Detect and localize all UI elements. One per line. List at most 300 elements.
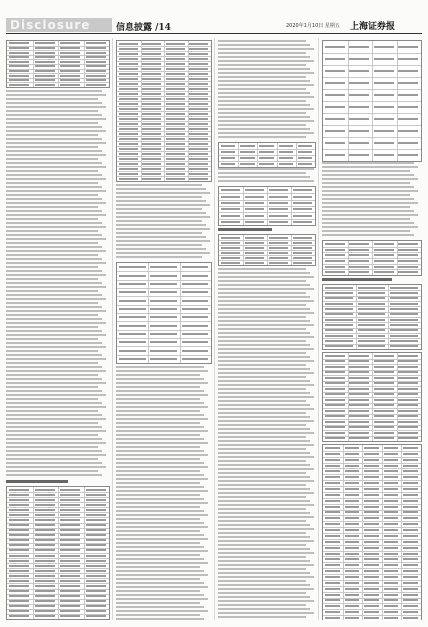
column-divider	[318, 38, 319, 620]
table-cell	[349, 355, 369, 357]
text-line	[6, 246, 102, 248]
table-cell	[86, 615, 106, 617]
text-line	[322, 178, 418, 180]
text-line	[6, 262, 106, 264]
table-cell	[398, 366, 418, 368]
table-cell	[60, 585, 80, 587]
text-line	[218, 48, 314, 50]
table-cell	[398, 437, 418, 439]
table-cell	[189, 168, 208, 170]
table-cell	[189, 148, 208, 150]
text-line	[116, 498, 204, 500]
text-line	[116, 602, 200, 604]
table-cell	[35, 42, 55, 44]
text-line	[6, 294, 102, 296]
text-line	[218, 384, 314, 386]
text-line	[6, 458, 98, 460]
table-cell	[119, 143, 138, 145]
table-cell	[60, 514, 80, 516]
text-line	[6, 254, 98, 256]
data-table	[322, 352, 422, 442]
table-cell	[398, 388, 418, 390]
text-line	[6, 274, 106, 276]
text-line	[218, 428, 310, 430]
text-line	[116, 366, 204, 368]
table-cell	[345, 611, 360, 613]
text-line	[6, 94, 106, 96]
table-cell	[374, 58, 394, 60]
text-line	[218, 104, 310, 106]
table-cell	[384, 523, 399, 525]
text-line	[218, 176, 310, 178]
text-line	[322, 166, 418, 168]
table-cell	[142, 63, 161, 65]
table-cell	[60, 555, 80, 557]
text-line	[116, 406, 208, 408]
table-row	[323, 521, 421, 522]
table-cell	[325, 355, 345, 357]
table-cell	[374, 393, 394, 395]
text-line	[6, 326, 98, 328]
text-line	[116, 554, 200, 556]
text-line	[116, 414, 204, 416]
table-cell	[60, 570, 80, 572]
table-cell	[390, 303, 418, 305]
table-cell	[60, 499, 80, 501]
table-cell	[60, 61, 80, 63]
table-cell	[403, 605, 418, 607]
table-cell	[86, 524, 106, 526]
text-line	[218, 316, 306, 318]
table-cell	[374, 399, 394, 401]
table-cell	[364, 529, 379, 531]
section-heading	[218, 228, 272, 231]
table-cell	[221, 247, 240, 249]
table-cell	[60, 47, 80, 49]
table-cell	[119, 153, 138, 155]
text-line	[218, 180, 314, 182]
table-cell	[119, 325, 146, 327]
table-column-rule	[277, 143, 278, 167]
text-line	[218, 444, 314, 446]
table-cell	[150, 358, 177, 360]
table-cell	[60, 70, 80, 72]
table-cell	[325, 319, 353, 321]
table-cell	[142, 138, 161, 140]
text-line	[218, 488, 310, 490]
table-cell	[398, 382, 418, 384]
table-cell	[364, 605, 379, 607]
table-cell	[269, 189, 288, 191]
table-cell	[142, 128, 161, 130]
table-cell	[9, 534, 29, 536]
table-cell	[374, 82, 394, 84]
table-cell	[60, 605, 80, 607]
page-header	[0, 0, 428, 36]
text-line	[6, 234, 102, 236]
text-line	[116, 370, 208, 372]
table-cell	[403, 500, 418, 502]
table-cell	[35, 519, 55, 521]
column-divider	[214, 38, 215, 620]
text-line	[218, 400, 306, 402]
table-cell	[364, 564, 379, 566]
text-line	[322, 202, 418, 204]
table-cell	[384, 506, 399, 508]
text-line	[218, 52, 306, 54]
text-line	[116, 562, 208, 564]
table-cell	[279, 163, 293, 165]
table-cell	[166, 103, 185, 105]
table-cell	[35, 509, 55, 511]
table-cell	[390, 292, 418, 294]
table-cell	[345, 529, 360, 531]
table-cell	[384, 470, 399, 472]
table-column-rule	[348, 41, 349, 161]
table-cell	[86, 499, 106, 501]
text-line	[116, 486, 204, 488]
table-cell	[86, 580, 106, 582]
table-cell	[166, 138, 185, 140]
text-line	[218, 408, 314, 410]
table-cell	[293, 189, 312, 191]
table-cell	[86, 610, 106, 612]
table-column-rule	[388, 285, 389, 349]
table-cell	[60, 539, 80, 541]
table-cell	[374, 382, 394, 384]
table-cell	[345, 553, 360, 555]
table-cell	[189, 153, 208, 155]
table-row	[219, 149, 315, 150]
table-cell	[403, 482, 418, 484]
table-cell	[35, 555, 55, 557]
table-cell	[9, 47, 29, 49]
table-cell	[398, 130, 418, 132]
table-cell	[119, 58, 138, 60]
text-line	[6, 142, 106, 144]
table-cell	[142, 108, 161, 110]
table-cell	[189, 113, 208, 115]
table-cell	[35, 595, 55, 597]
table-cell	[150, 300, 177, 302]
text-line	[6, 110, 98, 112]
text-line	[6, 166, 106, 168]
text-line	[218, 272, 310, 274]
table-cell	[345, 511, 360, 513]
text-line	[116, 582, 204, 584]
table-cell	[142, 133, 161, 135]
table-cell	[150, 333, 177, 335]
table-cell	[374, 260, 394, 262]
table-cell	[142, 143, 161, 145]
text-line	[6, 334, 106, 336]
table-cell	[403, 588, 418, 590]
text-line	[6, 378, 102, 380]
table-cell	[325, 377, 345, 379]
table-cell	[325, 432, 345, 434]
table-cell	[119, 93, 138, 95]
table-cell	[221, 208, 240, 210]
text-line	[218, 340, 306, 342]
table-cell	[9, 524, 29, 526]
table-cell	[349, 82, 369, 84]
table-cell	[349, 388, 369, 390]
table-cell	[325, 576, 340, 578]
table-row	[117, 313, 211, 314]
table-cell	[60, 65, 80, 67]
table-cell	[119, 308, 146, 310]
text-line	[116, 402, 204, 404]
text-line	[6, 462, 102, 464]
table-column-rule	[291, 235, 292, 265]
table-cell	[166, 128, 185, 130]
table-cell	[9, 75, 29, 77]
table-cell	[345, 535, 360, 537]
table-cell	[384, 553, 399, 555]
text-line	[6, 442, 106, 444]
table-cell	[325, 588, 340, 590]
table-cell	[403, 570, 418, 572]
table-cell	[60, 560, 80, 562]
table-cell	[374, 371, 394, 373]
table-cell	[259, 151, 273, 153]
table-column-rule	[348, 241, 349, 275]
text-line	[218, 376, 306, 378]
table-cell	[325, 292, 353, 294]
table-cell	[403, 476, 418, 478]
text-line	[6, 278, 98, 280]
table-cell	[119, 83, 138, 85]
table-cell	[119, 173, 138, 175]
text-line	[218, 456, 314, 458]
table-cell	[9, 580, 29, 582]
text-line	[6, 422, 98, 424]
table-cell	[390, 345, 418, 347]
table-row	[323, 510, 421, 511]
text-line	[218, 136, 306, 138]
table-cell	[60, 524, 80, 526]
text-line	[218, 280, 306, 282]
table-cell	[35, 560, 55, 562]
table-cell	[374, 432, 394, 434]
table-cell	[189, 103, 208, 105]
table-column-rule	[58, 487, 59, 619]
text-line	[322, 210, 414, 212]
table-cell	[325, 366, 345, 368]
text-column-1	[6, 38, 110, 620]
table-row	[117, 305, 211, 306]
text-line	[6, 310, 106, 312]
table-cell	[349, 266, 369, 268]
table-cell	[364, 599, 379, 601]
table-row	[117, 355, 211, 356]
text-line	[218, 464, 310, 466]
table-cell	[398, 426, 418, 428]
table-cell	[119, 53, 138, 55]
table-cell	[293, 221, 312, 223]
table-cell	[221, 215, 240, 217]
table-cell	[245, 196, 264, 198]
table-cell	[364, 506, 379, 508]
table-cell	[325, 388, 345, 390]
text-line	[6, 346, 106, 348]
table-cell	[403, 529, 418, 531]
text-line	[218, 504, 314, 506]
table-cell	[221, 189, 240, 191]
text-line	[218, 372, 314, 374]
table-cell	[9, 544, 29, 546]
table-cell	[398, 399, 418, 401]
table-cell	[345, 617, 360, 619]
table-row	[117, 288, 211, 289]
text-line	[218, 320, 310, 322]
header-rule	[6, 33, 422, 34]
text-line	[6, 406, 106, 408]
table-cell	[35, 544, 55, 546]
text-line	[116, 514, 208, 516]
table-cell	[325, 465, 340, 467]
table-cell	[142, 123, 161, 125]
table-cell	[325, 437, 345, 439]
table-cell	[403, 541, 418, 543]
table-cell	[349, 260, 369, 262]
table-row	[323, 533, 421, 534]
table-cell	[325, 529, 340, 531]
text-line	[6, 90, 102, 92]
table-column-rule	[362, 445, 363, 620]
text-line	[116, 502, 208, 504]
table-cell	[325, 570, 340, 572]
text-line	[116, 184, 202, 186]
text-line	[218, 448, 306, 450]
table-cell	[325, 453, 340, 455]
table-cell	[403, 582, 418, 584]
table-cell	[182, 325, 209, 327]
text-line	[6, 206, 98, 208]
table-cell	[384, 570, 399, 572]
text-line	[116, 394, 208, 396]
text-column-4	[322, 38, 422, 620]
text-line	[218, 588, 314, 590]
table-cell	[374, 142, 394, 144]
text-line	[218, 80, 310, 82]
table-cell	[398, 371, 418, 373]
table-cell	[245, 202, 264, 204]
text-line	[116, 550, 208, 552]
table-cell	[119, 158, 138, 160]
table-cell	[293, 257, 312, 259]
table-cell	[345, 517, 360, 519]
text-line	[218, 440, 310, 442]
table-cell	[364, 553, 379, 555]
text-line	[6, 98, 98, 100]
table-cell	[119, 283, 146, 285]
table-cell	[325, 303, 353, 305]
table-row	[323, 539, 421, 540]
section-heading	[322, 278, 392, 281]
text-line	[218, 516, 314, 518]
text-line	[116, 598, 208, 600]
text-line	[116, 256, 202, 258]
table-cell	[9, 65, 29, 67]
text-line	[218, 528, 314, 530]
text-line	[218, 92, 310, 94]
table-cell	[349, 271, 369, 273]
table-cell	[35, 61, 55, 63]
text-line	[218, 44, 310, 46]
table-cell	[245, 247, 264, 249]
table-cell	[325, 297, 353, 299]
table-cell	[150, 350, 177, 352]
text-line	[218, 64, 306, 66]
table-cell	[9, 565, 29, 567]
table-cell	[325, 329, 353, 331]
text-line	[218, 124, 306, 126]
table-column-rule	[397, 241, 398, 275]
text-line	[218, 560, 310, 562]
table-row	[323, 598, 421, 599]
text-line	[116, 570, 204, 572]
text-line	[116, 594, 204, 596]
table-cell	[374, 377, 394, 379]
table-cell	[166, 178, 185, 180]
table-cell	[384, 476, 399, 478]
table-cell	[150, 325, 177, 327]
table-cell	[142, 68, 161, 70]
table-cell	[142, 73, 161, 75]
table-cell	[119, 350, 146, 352]
text-line	[322, 182, 410, 184]
table-cell	[384, 459, 399, 461]
text-line	[116, 192, 210, 194]
table-cell	[345, 558, 360, 560]
text-line	[218, 500, 310, 502]
table-cell	[60, 580, 80, 582]
data-table	[6, 40, 110, 88]
table-cell	[119, 98, 138, 100]
table-column-rule	[243, 235, 244, 265]
table-cell	[349, 371, 369, 373]
text-line	[116, 462, 204, 464]
table-cell	[35, 489, 55, 491]
table-cell	[119, 43, 138, 45]
table-cell	[364, 582, 379, 584]
text-line	[116, 204, 210, 206]
table-cell	[374, 355, 394, 357]
table-cell	[142, 178, 161, 180]
text-line	[6, 214, 106, 216]
table-cell	[35, 610, 55, 612]
table-cell	[345, 482, 360, 484]
table-cell	[142, 148, 161, 150]
table-cell	[374, 410, 394, 412]
table-cell	[86, 600, 106, 602]
text-line	[6, 118, 106, 120]
table-cell	[142, 173, 161, 175]
table-cell	[86, 555, 106, 557]
table-cell	[9, 70, 29, 72]
table-cell	[35, 84, 55, 86]
table-cell	[325, 82, 345, 84]
text-line	[218, 268, 306, 270]
table-cell	[398, 70, 418, 72]
text-line	[218, 424, 306, 426]
table-cell	[221, 202, 240, 204]
text-line	[116, 220, 202, 222]
table-cell	[349, 46, 369, 48]
text-line	[218, 328, 306, 330]
table-cell	[325, 426, 345, 428]
